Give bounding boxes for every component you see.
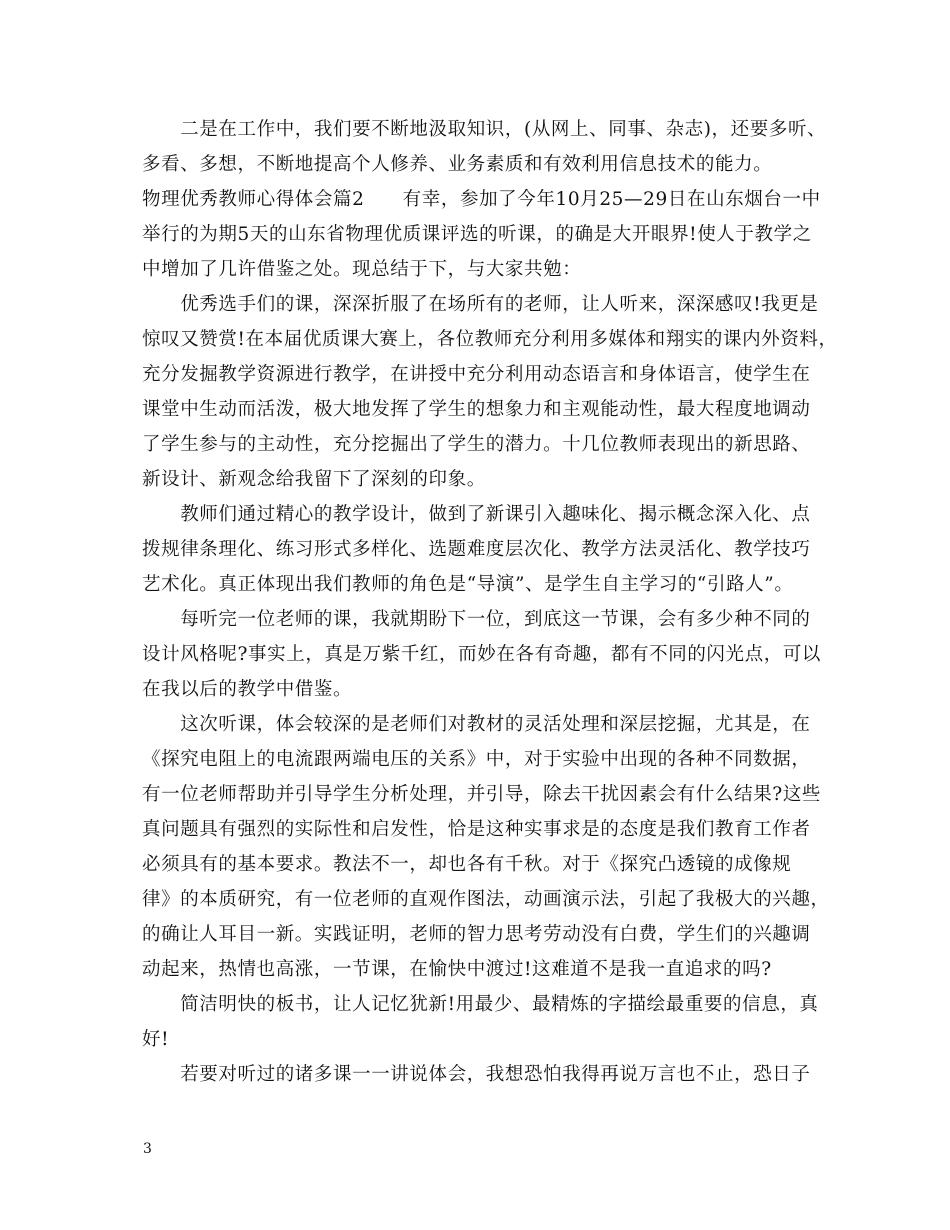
text-line: 新设计、新观念给我留下了深刻的印象。	[142, 469, 486, 490]
text-line: 律》的本质研究，有一位老师的直观作图法，动画演示法，引起了我极大的兴趣，	[142, 889, 830, 910]
text-line: 这次听课，体会较深的是老师们对教材的灵活处理和深层挖掘，尤其是，在	[142, 714, 811, 735]
text-line: 优秀选手们的课，深深折服了在场所有的老师，让人听来，深深感叹!我更是	[142, 294, 819, 315]
text-line: 二是在工作中，我们要不断地汲取知识，(从网上、同事、杂志)，还要多听、	[142, 119, 827, 140]
text-line: 简洁明快的板书，让人记忆犹新!用最少、最精炼的字描绘最重要的信息，真	[142, 994, 819, 1015]
text-line: 惊叹又赞赏!在本届优质课大赛上，各位教师充分利用多媒体和翔实的课内外资料，	[142, 329, 838, 350]
text-line: 课堂中生动而活泼，极大地发挥了学生的想象力和主观能动性，最大程度地调动	[142, 399, 811, 420]
text-line: 艺术化。真正体现出我们教师的角色是“导演”、是学生自主学习的“引路人”。	[142, 574, 794, 595]
text-line: 物理优秀教师心得体会篇2 有幸，参加了今年10月25—29日在山东烟台一中	[142, 189, 821, 210]
text-line: 若要对听过的诸多课一一讲说体会，我想恐怕我得再说万言也不止，恐日子	[142, 1064, 811, 1085]
page-number: 3	[143, 1141, 152, 1157]
text-line: 中增加了几许借鉴之处。现总结于下，与大家共勉：	[142, 259, 582, 280]
text-line: 多看、多想，不断地提高个人修养、业务素质和有效利用信息技术的能力。	[142, 154, 773, 175]
text-line: 拨规律条理化、练习形式多样化、选题难度层次化、教学方法灵活化、教学技巧	[142, 539, 811, 560]
text-line: 的确让人耳目一新。实践证明，老师的智力思考劳动没有白费，学生们的兴趣调	[142, 924, 811, 945]
text-line: 必须具有的基本要求。教法不一，却也各有千秋。对于《探究凸透镜的成像规	[142, 854, 792, 875]
text-line: 了学生参与的主动性，充分挖掘出了学生的潜力。十几位教师表现出的新思路、	[142, 434, 811, 455]
text-line: 设计风格呢?事实上，真是万紫千红，而妙在各有奇趣，都有不同的闪光点，可以	[142, 644, 822, 665]
text-line: 真问题具有强烈的实际性和启发性，恰是这种实事求是的态度是我们教育工作者	[142, 819, 811, 840]
text-line: 充分发掘教学资源进行教学，在讲授中充分利用动态语言和身体语言，使学生在	[142, 364, 811, 385]
text-line: 每听完一位老师的课，我就期盼下一位，到底这一节课，会有多少种不同的	[142, 609, 811, 630]
text-line: 动起来，热情也高涨，一节课，在愉快中渡过!这难道不是我一直追求的吗?	[142, 959, 772, 980]
text-line: 好!	[142, 1029, 170, 1050]
text-line: 教师们通过精心的教学设计，做到了新课引入趣味化、揭示概念深入化、点	[142, 504, 811, 525]
text-line: 在我以后的教学中借鉴。	[142, 679, 353, 700]
text-line: 有一位老师帮助并引导学生分析处理，并引导，除去干扰因素会有什么结果?这些	[142, 784, 822, 805]
text-line: 举行的为期5天的山东省物理优质课评选的听课，的确是大开眼界!使人于教学之	[142, 224, 812, 245]
text-line: 《探究电阻上的电流跟两端电压的关系》中，对于实验中出现的各种不同数据，	[142, 749, 811, 770]
